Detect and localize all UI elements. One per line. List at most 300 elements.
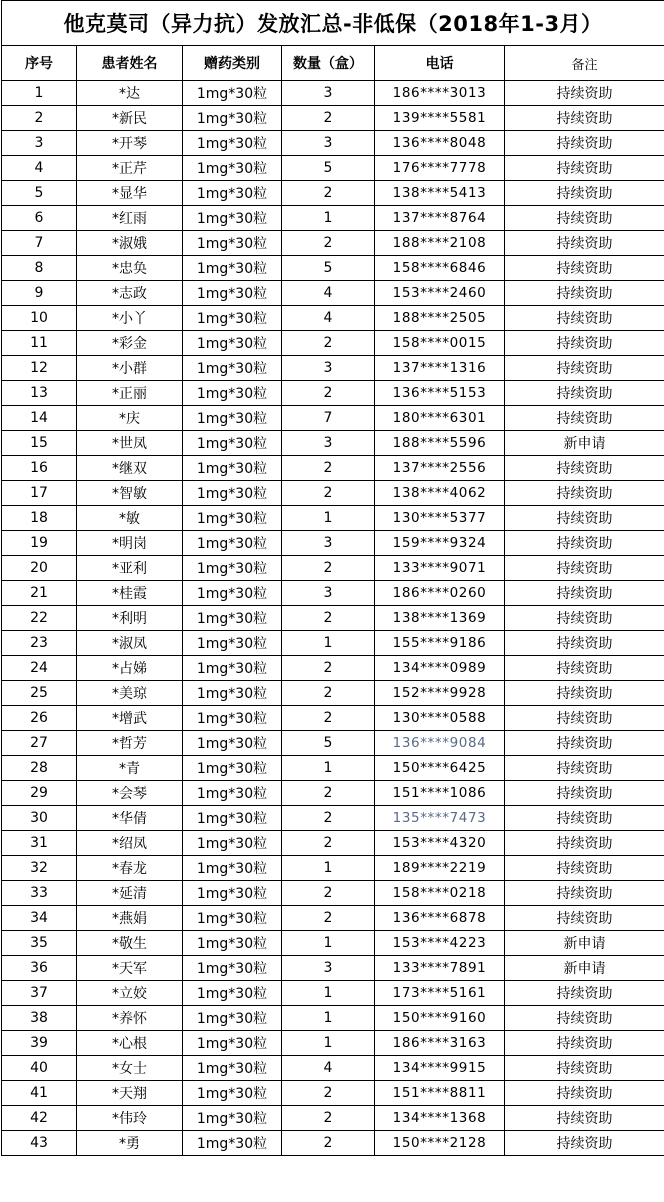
cell-note: 持续资助 xyxy=(505,856,664,881)
cell-patient-name: *天翔 xyxy=(77,1081,183,1106)
cell-note: 持续资助 xyxy=(505,781,664,806)
cell-note: 持续资助 xyxy=(505,456,664,481)
cell-note: 持续资助 xyxy=(505,756,664,781)
cell-patient-name: *会琴 xyxy=(77,781,183,806)
cell-note: 持续资助 xyxy=(505,981,664,1006)
table-row xyxy=(2,581,664,606)
cell-quantity: 1 xyxy=(282,931,375,956)
cell-quantity: 5 xyxy=(282,256,375,281)
cell-quantity: 2 xyxy=(282,556,375,581)
cell-drug-type: 1mg*30粒 xyxy=(183,881,282,906)
cell-drug-type: 1mg*30粒 xyxy=(183,456,282,481)
header-note: 备注 xyxy=(505,46,664,81)
cell-patient-name: *敏 xyxy=(77,506,183,531)
cell-quantity: 2 xyxy=(282,881,375,906)
cell-phone: 173****5161 xyxy=(375,981,505,1006)
cell-quantity: 1 xyxy=(282,506,375,531)
cell-phone: 134****0989 xyxy=(375,656,505,681)
cell-index: 33 xyxy=(2,881,77,906)
cell-quantity: 3 xyxy=(282,531,375,556)
cell-drug-type: 1mg*30粒 xyxy=(183,631,282,656)
cell-quantity: 3 xyxy=(282,956,375,981)
table-row xyxy=(2,1056,664,1081)
table-row xyxy=(2,756,664,781)
cell-note: 持续资助 xyxy=(505,406,664,431)
cell-drug-type: 1mg*30粒 xyxy=(183,131,282,156)
cell-drug-type: 1mg*30粒 xyxy=(183,756,282,781)
cell-note: 持续资助 xyxy=(505,906,664,931)
table-row xyxy=(2,631,664,656)
cell-index: 13 xyxy=(2,381,77,406)
cell-patient-name: *庆 xyxy=(77,406,183,431)
header-qty: 数量（盒） xyxy=(282,46,375,81)
cell-patient-name: *美琼 xyxy=(77,681,183,706)
cell-phone: 136****8048 xyxy=(375,131,505,156)
cell-drug-type: 1mg*30粒 xyxy=(183,231,282,256)
cell-patient-name: *天军 xyxy=(77,956,183,981)
cell-drug-type: 1mg*30粒 xyxy=(183,856,282,881)
cell-drug-type: 1mg*30粒 xyxy=(183,1081,282,1106)
cell-drug-type: 1mg*30粒 xyxy=(183,306,282,331)
cell-index: 25 xyxy=(2,681,77,706)
table-row xyxy=(2,1081,664,1106)
cell-index: 15 xyxy=(2,431,77,456)
cell-phone: 186****0260 xyxy=(375,581,505,606)
cell-note: 持续资助 xyxy=(505,106,664,131)
cell-phone: 137****1316 xyxy=(375,356,505,381)
cell-patient-name: *华倩 xyxy=(77,806,183,831)
cell-note: 持续资助 xyxy=(505,881,664,906)
cell-index: 10 xyxy=(2,306,77,331)
cell-patient-name: *世凤 xyxy=(77,431,183,456)
cell-patient-name: *继双 xyxy=(77,456,183,481)
cell-note: 持续资助 xyxy=(505,156,664,181)
table-row xyxy=(2,606,664,631)
cell-drug-type: 1mg*30粒 xyxy=(183,181,282,206)
table-row xyxy=(2,681,664,706)
cell-note: 持续资助 xyxy=(505,306,664,331)
cell-drug-type: 1mg*30粒 xyxy=(183,1031,282,1056)
cell-quantity: 2 xyxy=(282,706,375,731)
cell-drug-type: 1mg*30粒 xyxy=(183,906,282,931)
cell-index: 29 xyxy=(2,781,77,806)
cell-patient-name: *占娣 xyxy=(77,656,183,681)
cell-drug-type: 1mg*30粒 xyxy=(183,506,282,531)
cell-patient-name: *增武 xyxy=(77,706,183,731)
cell-patient-name: *绍凤 xyxy=(77,831,183,856)
cell-quantity: 3 xyxy=(282,131,375,156)
cell-patient-name: *新民 xyxy=(77,106,183,131)
cell-patient-name: *桂霞 xyxy=(77,581,183,606)
cell-note: 持续资助 xyxy=(505,506,664,531)
cell-quantity: 2 xyxy=(282,781,375,806)
cell-note: 持续资助 xyxy=(505,281,664,306)
table-row xyxy=(2,431,664,456)
cell-quantity: 2 xyxy=(282,1131,375,1156)
cell-note: 持续资助 xyxy=(505,556,664,581)
cell-index: 31 xyxy=(2,831,77,856)
cell-index: 43 xyxy=(2,1131,77,1156)
page-title: 他克莫司（异力抗）发放汇总-非低保（2018年1-3月） xyxy=(2,1,664,46)
cell-note: 持续资助 xyxy=(505,631,664,656)
cell-patient-name: *燕娟 xyxy=(77,906,183,931)
table-row xyxy=(2,456,664,481)
cell-patient-name: *红雨 xyxy=(77,206,183,231)
cell-note: 持续资助 xyxy=(505,381,664,406)
table-row xyxy=(2,306,664,331)
cell-phone: 151****1086 xyxy=(375,781,505,806)
cell-index: 7 xyxy=(2,231,77,256)
cell-phone: 180****6301 xyxy=(375,406,505,431)
cell-quantity: 2 xyxy=(282,456,375,481)
cell-phone: 135****7473 xyxy=(375,806,505,831)
cell-index: 18 xyxy=(2,506,77,531)
cell-phone: 139****5581 xyxy=(375,106,505,131)
cell-phone: 130****0588 xyxy=(375,706,505,731)
cell-quantity: 3 xyxy=(282,356,375,381)
cell-note: 新申请 xyxy=(505,431,664,456)
cell-index: 16 xyxy=(2,456,77,481)
cell-phone: 136****6878 xyxy=(375,906,505,931)
cell-patient-name: *明岗 xyxy=(77,531,183,556)
cell-phone: 188****2505 xyxy=(375,306,505,331)
cell-quantity: 1 xyxy=(282,206,375,231)
cell-quantity: 2 xyxy=(282,106,375,131)
cell-quantity: 2 xyxy=(282,831,375,856)
cell-note: 新申请 xyxy=(505,956,664,981)
cell-drug-type: 1mg*30粒 xyxy=(183,681,282,706)
table-row xyxy=(2,856,664,881)
cell-drug-type: 1mg*30粒 xyxy=(183,1131,282,1156)
table-row xyxy=(2,81,664,106)
cell-note: 持续资助 xyxy=(505,206,664,231)
table-row xyxy=(2,781,664,806)
cell-phone: 138****4062 xyxy=(375,481,505,506)
table-row xyxy=(2,231,664,256)
table-row xyxy=(2,381,664,406)
cell-patient-name: *敬生 xyxy=(77,931,183,956)
cell-patient-name: *忠奂 xyxy=(77,256,183,281)
cell-quantity: 3 xyxy=(282,81,375,106)
cell-drug-type: 1mg*30粒 xyxy=(183,406,282,431)
cell-drug-type: 1mg*30粒 xyxy=(183,531,282,556)
cell-note: 持续资助 xyxy=(505,606,664,631)
cell-index: 26 xyxy=(2,706,77,731)
cell-index: 17 xyxy=(2,481,77,506)
cell-quantity: 1 xyxy=(282,1031,375,1056)
cell-phone: 136****5153 xyxy=(375,381,505,406)
cell-patient-name: *达 xyxy=(77,81,183,106)
cell-quantity: 3 xyxy=(282,431,375,456)
cell-index: 41 xyxy=(2,1081,77,1106)
cell-quantity: 3 xyxy=(282,581,375,606)
cell-index: 39 xyxy=(2,1031,77,1056)
cell-note: 持续资助 xyxy=(505,806,664,831)
cell-drug-type: 1mg*30粒 xyxy=(183,781,282,806)
cell-index: 20 xyxy=(2,556,77,581)
cell-phone: 153****4223 xyxy=(375,931,505,956)
table-row xyxy=(2,806,664,831)
header-phone: 电话 xyxy=(375,46,505,81)
cell-drug-type: 1mg*30粒 xyxy=(183,381,282,406)
cell-patient-name: *小丫 xyxy=(77,306,183,331)
cell-quantity: 1 xyxy=(282,631,375,656)
table-row xyxy=(2,406,664,431)
cell-note: 持续资助 xyxy=(505,231,664,256)
cell-note: 持续资助 xyxy=(505,481,664,506)
cell-note: 持续资助 xyxy=(505,1056,664,1081)
cell-index: 1 xyxy=(2,81,77,106)
table-row xyxy=(2,531,664,556)
cell-drug-type: 1mg*30粒 xyxy=(183,1106,282,1131)
cell-quantity: 2 xyxy=(282,681,375,706)
cell-phone: 153****2460 xyxy=(375,281,505,306)
table-row xyxy=(2,206,664,231)
cell-phone: 186****3013 xyxy=(375,81,505,106)
cell-phone: 151****8811 xyxy=(375,1081,505,1106)
cell-quantity: 5 xyxy=(282,731,375,756)
cell-drug-type: 1mg*30粒 xyxy=(183,481,282,506)
cell-phone: 158****6846 xyxy=(375,256,505,281)
cell-index: 32 xyxy=(2,856,77,881)
cell-drug-type: 1mg*30粒 xyxy=(183,731,282,756)
cell-quantity: 1 xyxy=(282,856,375,881)
cell-phone: 188****2108 xyxy=(375,231,505,256)
cell-patient-name: *勇 xyxy=(77,1131,183,1156)
cell-patient-name: *淑娥 xyxy=(77,231,183,256)
cell-patient-name: *志政 xyxy=(77,281,183,306)
cell-drug-type: 1mg*30粒 xyxy=(183,1056,282,1081)
cell-drug-type: 1mg*30粒 xyxy=(183,206,282,231)
table-row xyxy=(2,731,664,756)
cell-drug-type: 1mg*30粒 xyxy=(183,581,282,606)
table-row xyxy=(2,1131,664,1156)
table-row xyxy=(2,481,664,506)
cell-index: 38 xyxy=(2,1006,77,1031)
cell-phone: 138****1369 xyxy=(375,606,505,631)
table-row xyxy=(2,931,664,956)
table-row xyxy=(2,506,664,531)
cell-quantity: 2 xyxy=(282,231,375,256)
cell-patient-name: *伟玲 xyxy=(77,1106,183,1131)
cell-note: 持续资助 xyxy=(505,581,664,606)
cell-patient-name: *女士 xyxy=(77,1056,183,1081)
table-row xyxy=(2,356,664,381)
cell-phone: 137****2556 xyxy=(375,456,505,481)
cell-index: 8 xyxy=(2,256,77,281)
table-row xyxy=(2,881,664,906)
cell-quantity: 2 xyxy=(282,181,375,206)
cell-index: 21 xyxy=(2,581,77,606)
cell-quantity: 4 xyxy=(282,281,375,306)
table-row xyxy=(2,706,664,731)
cell-patient-name: *心根 xyxy=(77,1031,183,1056)
cell-phone: 159****9324 xyxy=(375,531,505,556)
cell-phone: 176****7778 xyxy=(375,156,505,181)
table-row xyxy=(2,981,664,1006)
cell-phone: 150****9160 xyxy=(375,1006,505,1031)
cell-quantity: 1 xyxy=(282,756,375,781)
cell-index: 35 xyxy=(2,931,77,956)
cell-index: 42 xyxy=(2,1106,77,1131)
table-row xyxy=(2,556,664,581)
cell-note: 持续资助 xyxy=(505,181,664,206)
cell-index: 37 xyxy=(2,981,77,1006)
cell-patient-name: *显华 xyxy=(77,181,183,206)
cell-patient-name: *彩金 xyxy=(77,331,183,356)
cell-patient-name: *小群 xyxy=(77,356,183,381)
cell-index: 27 xyxy=(2,731,77,756)
header-index: 序号 xyxy=(2,46,77,81)
table-row xyxy=(2,181,664,206)
cell-drug-type: 1mg*30粒 xyxy=(183,281,282,306)
cell-patient-name: *立姣 xyxy=(77,981,183,1006)
cell-phone: 134****1368 xyxy=(375,1106,505,1131)
cell-index: 3 xyxy=(2,131,77,156)
cell-index: 19 xyxy=(2,531,77,556)
cell-note: 持续资助 xyxy=(505,1106,664,1131)
cell-index: 4 xyxy=(2,156,77,181)
cell-drug-type: 1mg*30粒 xyxy=(183,956,282,981)
cell-patient-name: *青 xyxy=(77,756,183,781)
cell-drug-type: 1mg*30粒 xyxy=(183,656,282,681)
cell-index: 12 xyxy=(2,356,77,381)
cell-quantity: 1 xyxy=(282,1006,375,1031)
cell-quantity: 5 xyxy=(282,156,375,181)
cell-patient-name: *养怀 xyxy=(77,1006,183,1031)
table-row xyxy=(2,1006,664,1031)
cell-phone: 189****2219 xyxy=(375,856,505,881)
cell-phone: 136****9084 xyxy=(375,731,505,756)
cell-phone: 152****9928 xyxy=(375,681,505,706)
cell-phone: 158****0015 xyxy=(375,331,505,356)
cell-note: 持续资助 xyxy=(505,531,664,556)
cell-quantity: 2 xyxy=(282,481,375,506)
cell-patient-name: *正芹 xyxy=(77,156,183,181)
cell-quantity: 2 xyxy=(282,1106,375,1131)
cell-quantity: 2 xyxy=(282,381,375,406)
cell-drug-type: 1mg*30粒 xyxy=(183,81,282,106)
cell-note: 持续资助 xyxy=(505,656,664,681)
cell-index: 28 xyxy=(2,756,77,781)
cell-patient-name: *延清 xyxy=(77,881,183,906)
cell-phone: 133****7891 xyxy=(375,956,505,981)
cell-patient-name: *亚利 xyxy=(77,556,183,581)
cell-index: 6 xyxy=(2,206,77,231)
table-row xyxy=(2,656,664,681)
cell-index: 34 xyxy=(2,906,77,931)
cell-quantity: 1 xyxy=(282,981,375,1006)
table-row xyxy=(2,831,664,856)
cell-drug-type: 1mg*30粒 xyxy=(183,556,282,581)
cell-phone: 150****2128 xyxy=(375,1131,505,1156)
cell-index: 5 xyxy=(2,181,77,206)
cell-index: 40 xyxy=(2,1056,77,1081)
cell-index: 23 xyxy=(2,631,77,656)
cell-index: 2 xyxy=(2,106,77,131)
cell-note: 持续资助 xyxy=(505,731,664,756)
table-row xyxy=(2,256,664,281)
cell-quantity: 2 xyxy=(282,331,375,356)
cell-drug-type: 1mg*30粒 xyxy=(183,256,282,281)
table-row xyxy=(2,106,664,131)
cell-drug-type: 1mg*30粒 xyxy=(183,931,282,956)
cell-quantity: 2 xyxy=(282,906,375,931)
cell-index: 30 xyxy=(2,806,77,831)
cell-phone: 186****3163 xyxy=(375,1031,505,1056)
cell-index: 36 xyxy=(2,956,77,981)
cell-quantity: 4 xyxy=(282,1056,375,1081)
cell-drug-type: 1mg*30粒 xyxy=(183,706,282,731)
header-name: 患者姓名 xyxy=(77,46,183,81)
cell-phone: 137****8764 xyxy=(375,206,505,231)
cell-patient-name: *淑凤 xyxy=(77,631,183,656)
cell-note: 持续资助 xyxy=(505,356,664,381)
cell-note: 持续资助 xyxy=(505,1006,664,1031)
cell-patient-name: *利明 xyxy=(77,606,183,631)
cell-drug-type: 1mg*30粒 xyxy=(183,331,282,356)
cell-index: 22 xyxy=(2,606,77,631)
cell-note: 持续资助 xyxy=(505,681,664,706)
cell-patient-name: *春龙 xyxy=(77,856,183,881)
cell-quantity: 2 xyxy=(282,656,375,681)
cell-quantity: 4 xyxy=(282,306,375,331)
cell-phone: 158****0218 xyxy=(375,881,505,906)
table-row xyxy=(2,331,664,356)
cell-note: 持续资助 xyxy=(505,256,664,281)
cell-drug-type: 1mg*30粒 xyxy=(183,981,282,1006)
cell-phone: 155****9186 xyxy=(375,631,505,656)
cell-note: 持续资助 xyxy=(505,831,664,856)
distribution-table xyxy=(1,0,664,1156)
cell-patient-name: *正丽 xyxy=(77,381,183,406)
header-drug: 赠药类别 xyxy=(183,46,282,81)
cell-drug-type: 1mg*30粒 xyxy=(183,806,282,831)
table-row xyxy=(2,156,664,181)
table-row xyxy=(2,956,664,981)
cell-phone: 150****6425 xyxy=(375,756,505,781)
cell-drug-type: 1mg*30粒 xyxy=(183,1006,282,1031)
table-row xyxy=(2,281,664,306)
cell-note: 持续资助 xyxy=(505,81,664,106)
cell-phone: 134****9915 xyxy=(375,1056,505,1081)
cell-phone: 188****5596 xyxy=(375,431,505,456)
cell-quantity: 2 xyxy=(282,606,375,631)
cell-index: 9 xyxy=(2,281,77,306)
cell-drug-type: 1mg*30粒 xyxy=(183,431,282,456)
cell-patient-name: *智敏 xyxy=(77,481,183,506)
cell-phone: 138****5413 xyxy=(375,181,505,206)
cell-note: 持续资助 xyxy=(505,706,664,731)
cell-patient-name: *开琴 xyxy=(77,131,183,156)
cell-quantity: 7 xyxy=(282,406,375,431)
cell-phone: 153****4320 xyxy=(375,831,505,856)
cell-note: 新申请 xyxy=(505,931,664,956)
cell-drug-type: 1mg*30粒 xyxy=(183,606,282,631)
cell-patient-name: *哲芳 xyxy=(77,731,183,756)
cell-note: 持续资助 xyxy=(505,1081,664,1106)
cell-drug-type: 1mg*30粒 xyxy=(183,106,282,131)
cell-index: 11 xyxy=(2,331,77,356)
cell-drug-type: 1mg*30粒 xyxy=(183,831,282,856)
cell-phone: 130****5377 xyxy=(375,506,505,531)
cell-note: 持续资助 xyxy=(505,1131,664,1156)
table-row xyxy=(2,906,664,931)
cell-index: 24 xyxy=(2,656,77,681)
cell-note: 持续资助 xyxy=(505,331,664,356)
cell-index: 14 xyxy=(2,406,77,431)
cell-note: 持续资助 xyxy=(505,131,664,156)
